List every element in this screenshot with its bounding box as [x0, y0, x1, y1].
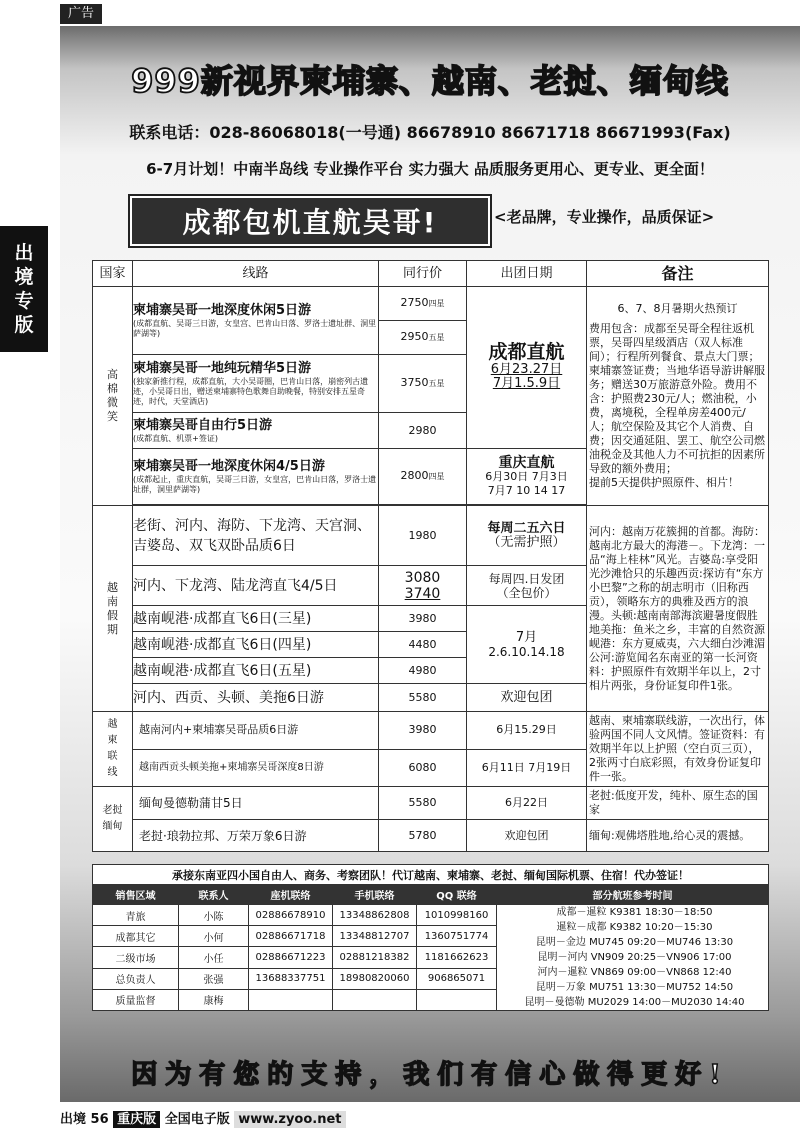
cell: 张强	[179, 968, 249, 989]
col-date: 出团日期	[467, 261, 587, 287]
contact-header-row	[93, 885, 769, 905]
side-tab-char: 境	[14, 266, 34, 288]
route-table	[92, 260, 769, 852]
cell: 小陈	[179, 905, 249, 926]
col-route: 线路	[133, 261, 379, 287]
cell: 小任	[179, 947, 249, 968]
cell: 1360751774	[417, 926, 497, 947]
table-row	[93, 820, 769, 852]
cell: 二级市场	[93, 947, 179, 968]
price-cell: 3980	[379, 712, 467, 750]
route-cell: 越南岘港·成都直飞6日(三星)	[133, 606, 379, 632]
flight-schedule: 成都－暹粒 K9381 18:30－18:50 暹粒－成都 K9382 10:20－15:30 昆明－金边 MU745 09:20－MU746 13:30 昆明－河内 VN909 20:25－VN906 17:00 河内－暹粒 VN869 09:00－VN868 12:40 昆明－万象 MU751 13:30－MU752 14:50 昆明－曼德勒 MU2029 14:00－MU2030 14:40	[497, 905, 769, 1011]
table-row	[93, 905, 769, 926]
route-cell: 越南西贡头顿美拖+柬埔寨吴哥深度8日游	[133, 749, 379, 787]
cambodia-remark: 6、7、8月暑期火热预订 费用包含：成都至吴哥全程往返机票，吴哥四星级酒店（双人标准间）；行程所列餐食、景点大门票；柬埔寨签证费；当地华语导游讲解服务；赠送30万旅游意外险。费用不含：护照费230元/人；燃油税，小费，离境税，全程单房差400元/人；航空保险及其它个人消费、自费；因交通延阻、罢工、航空公司燃油税金及其他人力不可抗拒的因素所导致的额外费用； 提前5天提供护照原件、相片！	[587, 287, 769, 506]
price-cell: 4980	[379, 658, 467, 684]
col-country: 国家	[93, 261, 133, 287]
contact-table	[92, 864, 769, 1011]
side-tab-char: 专	[14, 290, 34, 312]
route-name: 柬埔寨吴哥一地深度休闲5日游	[133, 302, 312, 318]
col-flights: 部分航班参考时间	[497, 885, 769, 905]
col-price: 同行价	[379, 261, 467, 287]
country-combo: 越 柬 联 线	[93, 712, 133, 787]
cell: 02881218382	[333, 947, 417, 968]
date-cell: 每周四.日发团 （全包价）	[467, 566, 587, 606]
date-cell: 每周二五六日 （无需护照）	[467, 506, 587, 566]
route-cell: 越南岘港·成都直飞6日(四星)	[133, 632, 379, 658]
table-row	[93, 287, 769, 321]
route-cell: 缅甸曼德勒蒲甘5日	[133, 787, 379, 820]
date-cell: 欢迎包团	[467, 820, 587, 852]
price-cell: 2800四星	[379, 449, 467, 505]
myanmar-remark: 缅甸:观佛塔胜地,给心灵的震撼。	[587, 820, 769, 852]
service-banner-row	[93, 865, 769, 885]
banner-tagline: <老品牌，专业操作，品质保证>	[494, 208, 715, 226]
service-banner: 承接东南亚四小国自由人、商务、考察团队！代订越南、柬埔寨、老挝、缅甸国际机票、住宿！代办签证！	[93, 865, 769, 885]
price-cell: 2980	[379, 413, 467, 449]
national-edition: 全国电子版	[164, 1112, 230, 1127]
route-detail: (成都直航、吴哥三日游，女皇宫、巴肯山日落、罗洛士遗址群、洞里萨湖等)	[133, 318, 377, 338]
price-cell: 5580	[379, 684, 467, 712]
price-cell: 3080 3740	[379, 566, 467, 606]
col-mobile: 手机联络	[333, 885, 417, 905]
cell: 小何	[179, 926, 249, 947]
cell: 总负责人	[93, 968, 179, 989]
cell: 成都其它	[93, 926, 179, 947]
route-cell: 河内、下龙湾、陆龙湾直飞4/5日	[133, 566, 379, 606]
price-cell: 5580	[379, 787, 467, 820]
cell: 18980820060	[333, 968, 417, 989]
cell: 青旅	[93, 905, 179, 926]
route-cell	[133, 287, 379, 355]
cell: 1181662623	[417, 947, 497, 968]
combo-remark: 越南、柬埔寨联线游，一次出行，体验两国不同人文风情。签证资料：有效期半年以上护照（空白页三页），2张两寸白底彩照，有效身份证复印件一张。	[587, 712, 769, 787]
country-vietnam: 越 南 假 期	[93, 506, 133, 712]
col-landline: 座机联络	[249, 885, 333, 905]
route-cell: 柬埔寨吴哥自由行5日游 (成都直航、机票+签证)	[133, 413, 379, 449]
price-cell: 2950五星	[379, 321, 467, 355]
price-cell: 3750五星	[379, 355, 467, 413]
cell	[249, 989, 333, 1010]
website-link[interactable]: www.zyoo.net	[234, 1111, 345, 1128]
price-cell: 5780	[379, 820, 467, 852]
route-cell: 河内、西贡、头顿、美拖6日游	[133, 684, 379, 712]
country-laos-myanmar: 老挝 缅甸	[93, 787, 133, 852]
side-tab-char: 版	[14, 314, 34, 336]
country-cambodia: 高 棉 微 笑	[93, 287, 133, 506]
cell: 13348812707	[333, 926, 417, 947]
ad-slogan: 6-7月计划！中南半岛线 专业操作平台 实力强大 品质服务更用心、更专业、更全面！	[146, 160, 714, 178]
price-cell: 1980	[379, 506, 467, 566]
cell: 康梅	[179, 989, 249, 1010]
cell: 906865071	[417, 968, 497, 989]
contact-phones: 联系电话：028-86068018(一号通) 86678910 86671718 86671993(Fax)	[129, 123, 731, 142]
laos-remark: 老挝:低度开发，纯朴、原生态的国家	[587, 787, 769, 820]
cell	[333, 989, 417, 1010]
chengdu-direct-dates: 成都直航 6月23.27日 7月1.5.9日	[467, 287, 587, 449]
date-cell: 6月15.29日	[467, 712, 587, 750]
danang-dates: 7月 2.6.10.14.18	[467, 606, 587, 684]
price-cell: 3980	[379, 606, 467, 632]
route-cell: 老挝·琅勃拉邦、万荣万象6日游	[133, 820, 379, 852]
side-tab-char: 出	[14, 242, 34, 264]
date-cell: 欢迎包团	[467, 684, 587, 712]
route-cell: 越南河内+柬埔寨吴哥品质6日游	[133, 712, 379, 750]
price-cell: 4480	[379, 632, 467, 658]
cell: 质量监督	[93, 989, 179, 1010]
col-remark: 备注	[587, 261, 769, 287]
route-cell: 越南岘港·成都直飞6日(五星)	[133, 658, 379, 684]
cell: 13688337751	[249, 968, 333, 989]
col-region: 销售区域	[93, 885, 179, 905]
date-cell: 6月11日 7月19日	[467, 749, 587, 787]
date-cell: 6月22日	[467, 787, 587, 820]
table-header	[93, 261, 769, 287]
col-qq: QQ 联络	[417, 885, 497, 905]
price-cell: 6080	[379, 749, 467, 787]
table-row	[93, 506, 769, 566]
travel-ad	[60, 26, 800, 1102]
route-cell: 老街、河内、海防、下龙湾、天宫洞、吉婆岛、双飞双卧品质6日	[133, 506, 379, 566]
cell: 1010998160	[417, 905, 497, 926]
table-row	[93, 787, 769, 820]
cell: 13348862808	[333, 905, 417, 926]
price-cell: 2750四星	[379, 287, 467, 321]
footer-slogan: 因为有您的支持，我们有信心做得更好!	[131, 1060, 729, 1090]
cell: 02886678910	[249, 905, 333, 926]
col-contact: 联系人	[179, 885, 249, 905]
outbound-section-tab	[0, 226, 48, 352]
route-cell: 柬埔寨吴哥一地深度休闲4/5日游 (成都起止，重庆直航，吴哥三日游，女皇宫，巴肯山日落，罗洛士遗址群，洞里萨湖等)	[133, 449, 379, 505]
edition-badge: 重庆版	[113, 1111, 160, 1128]
charter-banner: 成都包机直航吴哥!	[130, 196, 490, 246]
cell: 02886671718	[249, 926, 333, 947]
cell: 02886671223	[249, 947, 333, 968]
chongqing-direct-dates: 重庆直航 6月30日 7月3日 7月7 10 14 17	[467, 449, 587, 505]
vietnam-remark: 河内：越南万花簇拥的首都。海防：越南北方最大的海港－。下龙湾：一品“海上桂林”风光。吉婆岛:享受阳光沙滩恰只的乐趣西贡:探访有“东方小巴黎”之称的胡志明市（旧称西贡），领略东方的典雅及西方的浪漫。头顿:越南南部海滨避暑度假胜地美拖：鱼米之乡，丰富的自然资源岘港：东方夏威夷，六大细白沙滩湄公河:游览闻名东南亚的第一长河资料：护照原件有效期半年以上，2寸相片两张，身份证复印件1张。	[587, 506, 769, 712]
page-footer	[60, 1108, 346, 1127]
ad-title: 999新视界柬埔寨、越南、老挝、缅甸线	[131, 62, 729, 100]
page-number: 出境 56	[60, 1112, 109, 1127]
cell	[417, 989, 497, 1010]
route-cell: 柬埔寨吴哥一地纯玩精华5日游 (独家新推行程，成都直航，大小吴哥圈，巴肯山日落，崩密列古遗迹，小吴哥日出，赠送柬埔寨特色歌舞自助晚餐，特别安排五星奇迹，时代，天堂酒店)	[133, 355, 379, 413]
table-row	[93, 712, 769, 750]
ad-label: 广告	[60, 4, 102, 24]
